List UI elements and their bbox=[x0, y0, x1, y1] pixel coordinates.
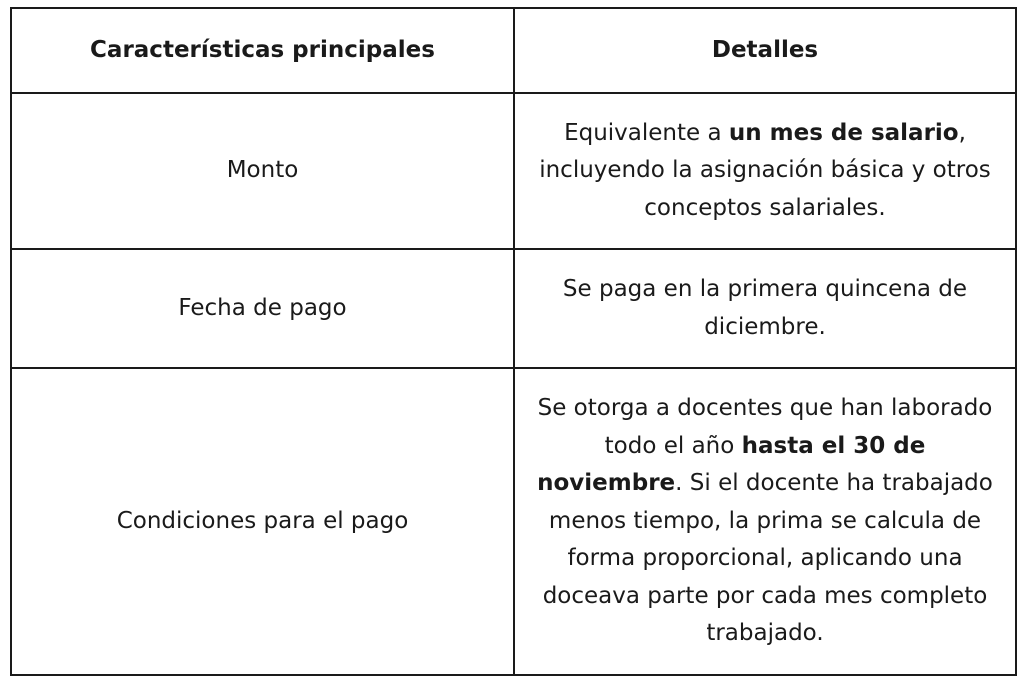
feature-cell: Fecha de pago bbox=[11, 249, 514, 368]
table-row-condiciones bbox=[11, 368, 1016, 675]
details-cell bbox=[514, 93, 1016, 249]
details-text: Equivalente a bbox=[564, 119, 729, 146]
details-text: . Si el docente ha trabajado menos tiempo, la prima se calcula de forma proporcional, aplicando una doceava parte por cada mes completo trabajado. bbox=[542, 470, 993, 647]
table-header-row bbox=[11, 8, 1016, 93]
details-emphasis: un mes de salario bbox=[728, 119, 959, 146]
table-row-monto bbox=[11, 93, 1016, 249]
feature-cell: Monto bbox=[11, 93, 514, 249]
header-features: Características principales bbox=[11, 8, 514, 93]
details-text: Se otorga a docentes que han laborado todo el año bbox=[537, 395, 993, 459]
feature-cell: Condiciones para el pago bbox=[11, 368, 514, 675]
header-details: Detalles bbox=[514, 8, 1016, 93]
details-cell bbox=[514, 368, 1016, 675]
details-text: Se paga en la primera quincena de diciembre. bbox=[562, 276, 968, 340]
details-emphasis: hasta el 30 de noviembre bbox=[537, 432, 926, 497]
table-row-fecha-de-pago bbox=[11, 249, 1016, 368]
features-table bbox=[10, 7, 1017, 676]
details-text: , incluyendo la asignación básica y otros conceptos salariales. bbox=[539, 119, 991, 221]
details-cell bbox=[514, 249, 1016, 368]
